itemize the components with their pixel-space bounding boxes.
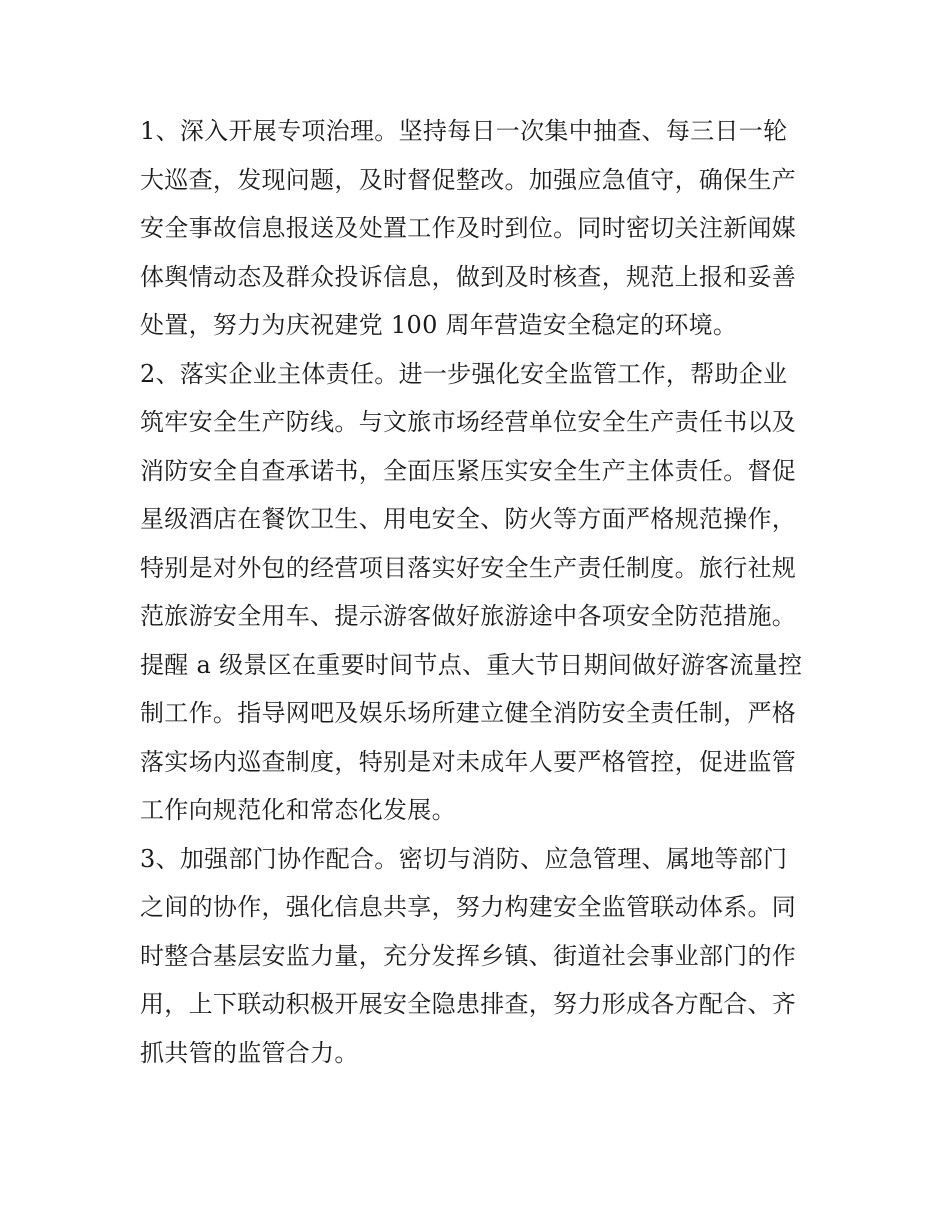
text-line: 用，上下联动积极开展安全隐患排查，努力形成各方配合、齐 [140, 990, 797, 1018]
text-line: 1、深入开展专项治理。坚持每日一次集中抽查、每三日一轮 [140, 117, 788, 145]
text-line: 制工作。指导网吧及娱乐场所建立健全消防安全责任制，严格 [140, 699, 797, 727]
text-line: 筑牢安全生产防线。与文旅市场经营单位安全生产责任书以及 [140, 408, 797, 436]
text-line: 体舆情动态及群众投诉信息，做到及时核查，规范上报和妥善 [140, 262, 797, 291]
document-body [140, 107, 830, 1077]
text-line: 抓共管的监管合力。 [140, 1038, 359, 1067]
text-line: 工作向规范化和常态化发展。 [140, 796, 456, 824]
text-line: 2、落实企业主体责任。进一步强化安全监管工作，帮助企业 [140, 359, 788, 388]
text-line: 范旅游安全用车、提示游客做好旅游途中各项安全防范措施。 [140, 602, 797, 630]
text-line: 时整合基层安监力量，充分发挥乡镇、街道社会事业部门的作 [140, 941, 797, 970]
text-line: 大巡查，发现问题，及时督促整改。加强应急值守，确保生产 [140, 165, 797, 194]
text-line: 处置，努力为庆祝建党 100 周年营造安全稳定的环境。 [140, 311, 738, 339]
text-line: 3、加强部门协作配合。密切与消防、应急管理、属地等部门 [140, 844, 788, 873]
text-line: 消防安全自查承诺书，全面压紧压实安全生产主体责任。督促 [140, 456, 797, 485]
text-line: 之间的协作，强化信息共享，努力构建安全监管联动体系。同 [140, 893, 797, 921]
text-line: 特别是对外包的经营项目落实好安全生产责任制度。旅行社规 [140, 553, 797, 582]
text-line: 落实场内巡查制度，特别是对未成年人要严格管控，促进监管 [140, 747, 797, 776]
text-line: 星级酒店在餐饮卫生、用电安全、防火等方面严格规范操作， [140, 505, 797, 533]
text-line: 安全事故信息报送及处置工作及时到位。同时密切关注新闻媒 [140, 214, 797, 242]
text-line: 提醒 a 级景区在重要时间节点、重大节日期间做好游客流量控 [140, 650, 803, 679]
